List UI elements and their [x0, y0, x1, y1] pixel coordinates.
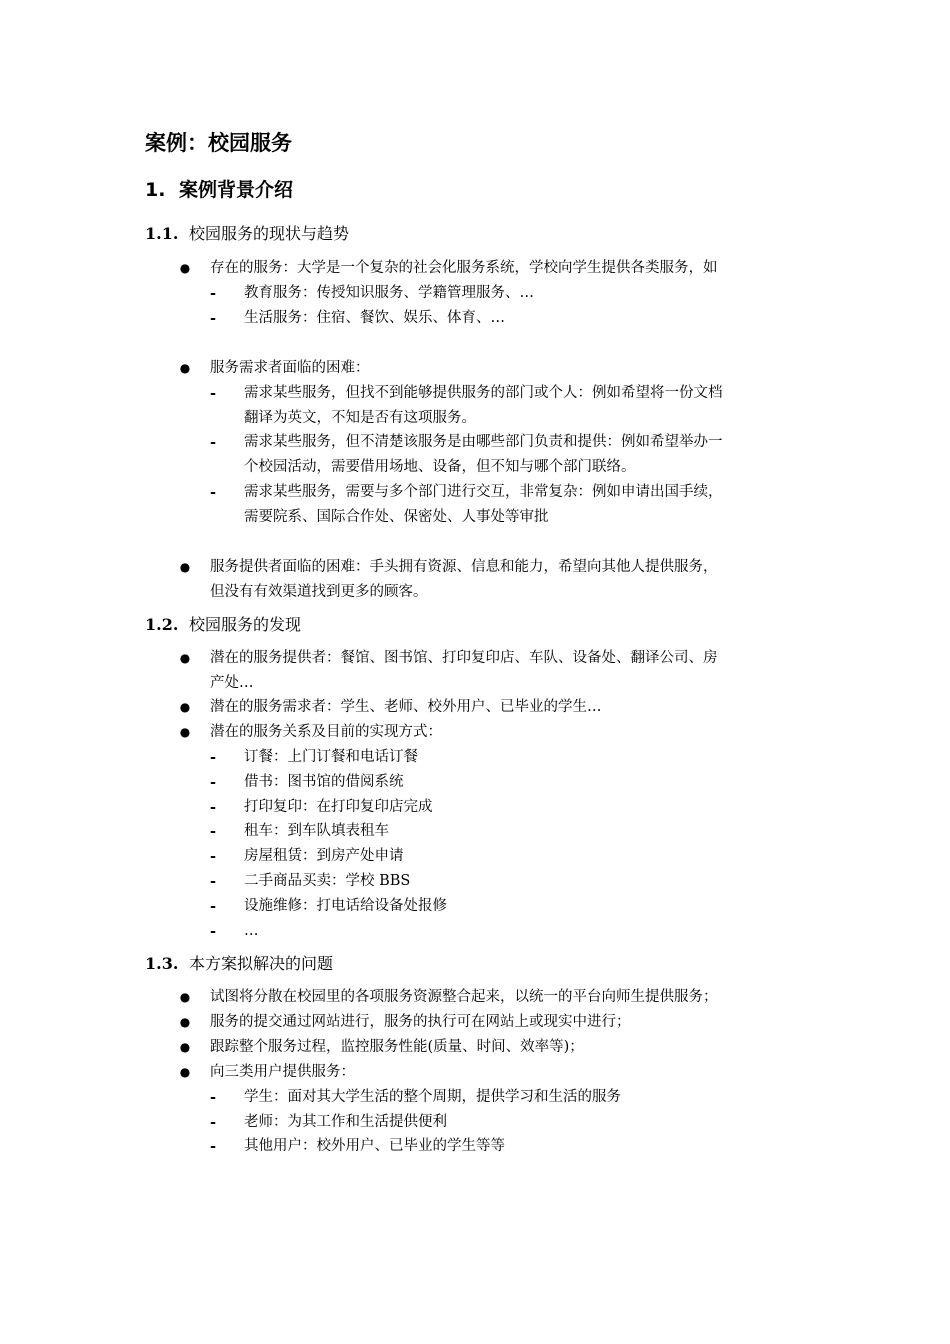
dash-icon: -: [210, 285, 217, 302]
sub-list-item-text: 打印复印：在打印复印店完成: [244, 799, 433, 815]
sub-list-item-text: 房屋租赁：到房产处申请: [244, 848, 404, 864]
list-item-text: 潜在的服务关系及目前的实现方式：: [210, 724, 442, 740]
list-item-text: 跟踪整个服务过程，监控服务性能(质量、时间、效率等)；: [210, 1039, 584, 1055]
dash-icon: -: [210, 774, 217, 791]
list-item-text: 向三类用户提供服务：: [210, 1064, 355, 1080]
section-1-2-heading: [145, 613, 301, 637]
section-1-title: 案例背景介绍: [179, 179, 294, 201]
list-item-text: 试图将分散在校园里的各项服务资源整合起来，以统一的平台向师生提供服务；: [210, 989, 718, 1005]
dash-icon: -: [210, 385, 217, 402]
sub-list-item-text: 需求某些服务，需要与多个部门进行交互，非常复杂：例如申请出国手续， 需要院系、国际合作处、保密处、人事处等审批: [244, 484, 723, 525]
sub-list-item-text: 生活服务：住宿、餐饮、娱乐、体育、…: [244, 310, 505, 326]
bullet-icon: ●: [179, 700, 191, 714]
dash-icon: -: [210, 873, 217, 890]
dash-icon: -: [210, 310, 217, 327]
dash-icon: -: [210, 434, 217, 451]
sub-list-item-text: 学生：面对其大学生活的整个周期，提供学习和生活的服务: [244, 1089, 621, 1105]
dash-icon: -: [210, 749, 217, 766]
section-1-1-number: 1.1.: [145, 224, 179, 243]
dash-icon: -: [210, 848, 217, 865]
section-1-2-title: 校园服务的发现: [189, 615, 302, 634]
list-item-text: 服务需求者面临的困难：: [210, 360, 370, 376]
dash-icon: -: [210, 484, 217, 501]
sub-list-item-text: 二手商品买卖：学校 BBS: [244, 873, 411, 889]
sub-list-item-text: 订餐：上门订餐和电话订餐: [244, 749, 418, 765]
section-1-1-heading: [145, 222, 349, 246]
section-1-number: 1.: [145, 179, 166, 201]
sub-list-item-text: 租车：到车队填表租车: [244, 823, 389, 839]
bullet-icon: ●: [179, 261, 191, 275]
dash-icon: -: [210, 898, 217, 915]
sub-list-item-text: 其他用户：校外用户、已毕业的学生等等: [244, 1138, 505, 1154]
list-item-text: 潜在的服务需求者：学生、老师、校外用户、已毕业的学生…: [210, 699, 602, 715]
sub-list-item-text: 借书：图书馆的借阅系统: [244, 774, 404, 790]
section-1-2-number: 1.2.: [145, 615, 179, 634]
sub-list-item-text: 教育服务：传授知识服务、学籍管理服务、…: [244, 285, 534, 301]
dash-icon: -: [210, 923, 217, 940]
sub-list-item-text: …: [244, 923, 259, 939]
section-1-3-number: 1.3.: [145, 954, 179, 973]
bullet-icon: ●: [179, 1065, 191, 1079]
dash-icon: -: [210, 799, 217, 816]
dash-icon: -: [210, 1114, 217, 1131]
section-1-1-title: 校园服务的现状与趋势: [189, 224, 350, 243]
sub-list-item-text: 设施维修：打电话给设备处报修: [244, 898, 447, 914]
bullet-icon: ●: [179, 1040, 191, 1054]
section-1-3-title: 本方案拟解决的问题: [189, 954, 334, 973]
bullet-icon: ●: [179, 990, 191, 1004]
dash-icon: -: [210, 823, 217, 840]
section-1-heading: [145, 175, 293, 205]
bullet-icon: ●: [179, 361, 191, 375]
section-1-3-heading: [145, 952, 333, 976]
dash-icon: -: [210, 1089, 217, 1106]
list-item-text: 服务提供者面临的困难：手头拥有资源、信息和能力，希望向其他人提供服务， 但没有有效渠道找到更多的顾客。: [210, 559, 718, 600]
list-item-text: 服务的提交通过网站进行，服务的执行可在网站上或现实中进行；: [210, 1014, 631, 1030]
dash-icon: -: [210, 1138, 217, 1155]
bullet-icon: ●: [179, 725, 191, 739]
list-item-text: 存在的服务：大学是一个复杂的社会化服务系统，学校向学生提供各类服务，如: [210, 260, 718, 276]
list-item-text: 潜在的服务提供者：餐馆、图书馆、打印复印店、车队、设备处、翻译公司、房 产处…: [210, 650, 718, 691]
bullet-icon: ●: [179, 651, 191, 665]
bullet-icon: ●: [179, 1015, 191, 1029]
sub-list-item-text: 需求某些服务，但不清楚该服务是由哪些部门负责和提供：例如希望举办一 个校园活动，需要借用场地、设备，但不知与哪个部门联络。: [244, 434, 723, 475]
sub-list-item-text: 需求某些服务，但找不到能够提供服务的部门或个人：例如希望将一份文档 翻译为英文，不知是否有这项服务。: [244, 385, 723, 426]
sub-list-item-text: 老师：为其工作和生活提供便利: [244, 1114, 447, 1130]
document-title: 案例：校园服务: [145, 131, 292, 155]
bullet-icon: ●: [179, 560, 191, 574]
